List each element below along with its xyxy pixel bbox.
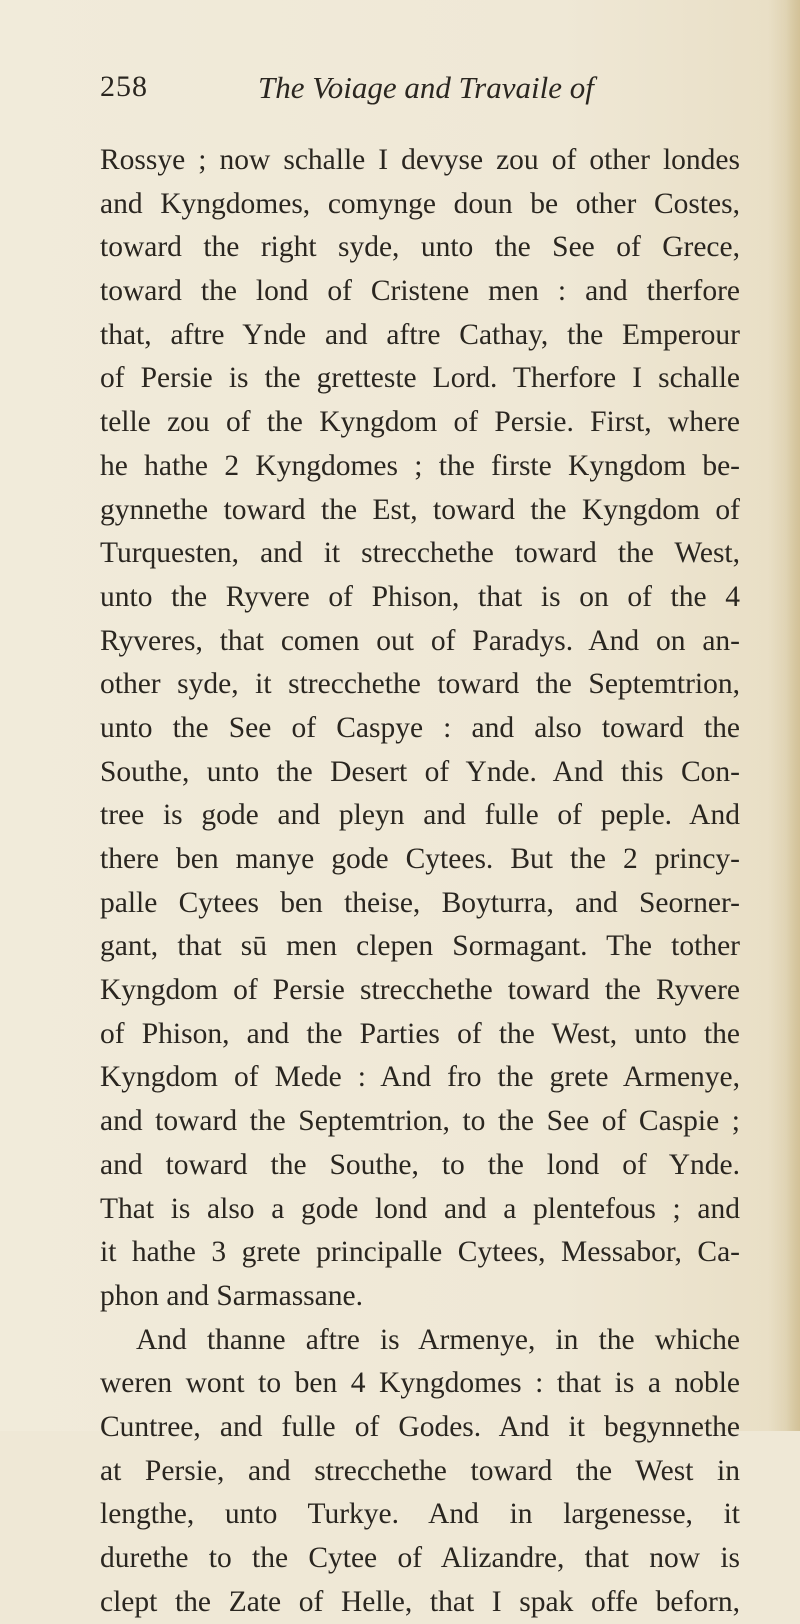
text-line: he hathe 2 Kyngdomes ; the firste Kyngdom be- [100,449,740,482]
text-line: unto the Ryvere of Phison, that is on of the 4 [100,580,740,613]
text-line: it hathe 3 grete principalle Cytees, Messabor, Ca- [100,1236,740,1269]
page-number: 258 [100,70,148,103]
text-line: that, aftre Ynde and aftre Cathay, the Emperour [100,318,740,351]
text-line: tree is gode and pleyn and fulle of peple. And [100,799,740,832]
text-line: Kyngdom of Persie strecchethe toward the Ryvere [100,974,740,1007]
text-line: toward the lond of Cristene men : and therfore [100,275,740,308]
text-line: of Persie is the gretteste Lord. Therfore I schalle [100,362,740,395]
text-line: Cuntree, and fulle of Godes. And it begynnethe [100,1410,740,1443]
text-line: toward the right syde, unto the See of Grece, [100,231,740,264]
text-line: Rossye ; now schalle I devyse zou of other londes [100,144,740,176]
text-line: of Phison, and the Parties of the West, unto the [100,1017,740,1050]
text-line: gynnethe toward the Est, toward the Kyngdom of [100,493,740,526]
body-text [100,139,740,1624]
text-line: phon and Sarmassane. [100,1279,363,1312]
text-line: durethe to the Cytee of Alizandre, that now is [100,1542,740,1574]
text-line: Kyngdom of Mede : And fro the grete Armenye, [100,1061,740,1094]
text-line: lengthe, unto Turkye. And in largenesse, it [100,1498,740,1531]
text-line: Turquesten, and it strecchethe toward the West, [100,537,740,570]
text-line: there ben manye gode Cytees. But the 2 princy- [100,843,740,875]
text-line: Southe, unto the Desert of Ynde. And this Con- [100,755,740,788]
text-line: weren wont to ben 4 Kyngdomes : that is a noble [100,1367,740,1400]
text-line: at Persie, and strecchethe toward the West in [100,1454,740,1487]
text-line: Ryveres, that comen out of Paradys. And on an- [100,624,740,657]
text-line: That is also a gode lond and a plentefous ; and [100,1192,740,1225]
page-edge-shadow [786,0,800,1431]
text-line: other syde, it strecchethe toward the Septemtrion, [100,668,740,701]
text-line: gant, that sū men clepen Sormagant. The tother [100,930,740,963]
text-line: and toward the Southe, to the lond of Ynde. [100,1148,740,1181]
text-line: palle Cytees ben theise, Boyturra, and Seorner- [100,886,740,919]
text-line: clept the Zate of Helle, that I spak offe beforn, [100,1585,740,1618]
text-line: and Kyngdomes, comynge doun be other Costes, [100,187,740,220]
running-head [100,70,740,120]
text-line: unto the See of Caspye : and also toward the [100,711,740,744]
running-title: The Voiage and Travaile of [258,70,594,105]
text-line: and toward the Septemtrion, to the See of Caspie ; [100,1105,740,1138]
text-line: telle zou of the Kyngdom of Persie. First, where [100,406,740,439]
text-line: And thanne aftre is Armenye, in the whiche [136,1323,740,1356]
